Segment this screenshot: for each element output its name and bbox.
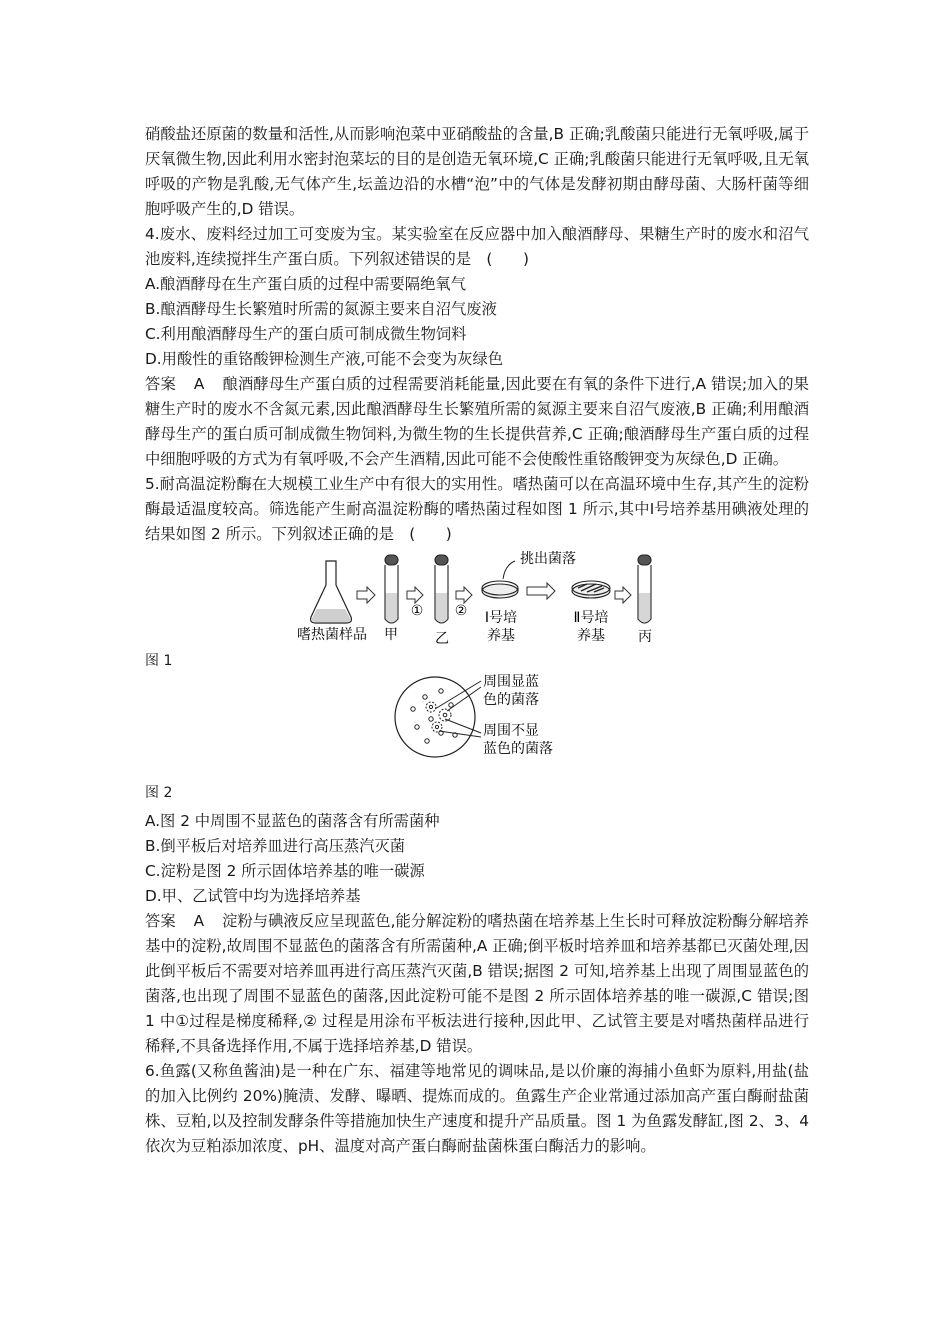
medium-1-label-line2: 养基 xyxy=(487,628,515,644)
step-1-label: ① xyxy=(410,603,424,619)
question-6-stem: 6.鱼露(又称鱼酱油)是一种在广东、福建等地常见的调味品,是以价廉的海捕小鱼虾为原料,用盐(盐的加入比例约 20%)腌渍、发酵、曝晒、提炼而成的。鱼露生产企业常通过添加高产蛋白酶耐盐菌株、豆粕,以及控制发酵条件等措施加快生产速度和提升产品质量。图 1 为鱼露发酵缸,图 2、3、4 依次为豆粕添加浓度、pH、温度对高产蛋白酶耐盐菌株蛋白酶活力的影响。 xyxy=(145,1062,809,1155)
colony-markers xyxy=(411,689,457,743)
step-2-label: ② xyxy=(454,603,468,619)
sample-label: 嗜热菌样品 xyxy=(297,627,367,643)
question-4-option-d: D.用酸性的重铬酸钾检测生产液,可能不会变为灰绿色 xyxy=(145,350,504,368)
tube-a-label: 甲 xyxy=(384,627,398,643)
question-5-option-b: B.倒平板后对培养皿进行高压蒸汽灭菌 xyxy=(145,837,406,855)
pick-pointer xyxy=(503,561,515,579)
medium-2-label-line1: Ⅱ号培 xyxy=(573,610,609,626)
answer-choice: A xyxy=(193,912,205,930)
answer-label: 答案 xyxy=(145,375,176,393)
question-5-option-a: A.图 2 中周围不显蓝色的菌落含有所需菌种 xyxy=(145,812,440,830)
arrow-icon xyxy=(615,587,631,603)
figure-2-caption: 图 2 xyxy=(145,785,173,801)
figure-1-caption: 图 1 xyxy=(145,653,173,669)
question-4-stem: 4.废水、废料经过加工可变废为宝。某实验室在反应器中加入酿酒酵母、果糖生产时的废水和沼气池废料,连续搅拌生产蛋白质。下列叙述错误的是 ( ) xyxy=(145,225,809,268)
question-5-answer xyxy=(145,909,809,1059)
question-4-answer xyxy=(145,372,809,472)
answer-choice: A xyxy=(193,375,205,393)
question-4-option-b: B.酿酒酵母生长繁殖时所需的氮源主要来自沼气废液 xyxy=(145,300,497,318)
clear-colony-label-line1: 周围不显 xyxy=(483,723,539,739)
petri-dish-icon xyxy=(395,677,475,757)
intro-paragraph: 硝酸盐还原菌的数量和活性,从而影响泡菜中亚硝酸盐的含量,B 正确;乳酸菌只能进行无氧呼吸,属于厌氧微生物,因此利用水密封泡菜坛的目的是创造无氧环境,C 正确;乳酸菌只能进行无氧呼吸,且无氧呼吸的产物是乳酸,无气体产生,坛盖边沿的水槽“泡”中的气体是发酵初期由酵母菌、大肠杆菌等细胞呼吸产生的,D 错误。 xyxy=(145,125,809,218)
arrow-icon xyxy=(527,583,555,599)
test-tube-icon xyxy=(638,555,651,623)
question-4-option-a: A.酿酒酵母在生产蛋白质的过程中需要隔绝氧气 xyxy=(145,275,466,293)
test-tube-icon xyxy=(385,555,398,623)
arrow-icon xyxy=(407,587,423,603)
petri-dish-icon xyxy=(482,581,518,598)
flask-liquid xyxy=(312,609,350,622)
pick-colony-label: 挑出菌落 xyxy=(520,551,576,567)
arrow-icon xyxy=(456,587,472,603)
blue-colony-label-line2: 色的菌落 xyxy=(483,692,539,708)
tube-b-label: 乙 xyxy=(435,631,449,647)
figure-1-diagram xyxy=(145,551,809,651)
answer-label: 答案 xyxy=(145,912,176,930)
clear-colony-label-line2: 蓝色的菌落 xyxy=(483,741,553,757)
question-5-option-d: D.甲、乙试管中均为选择培养基 xyxy=(145,887,361,905)
blue-colony-label-line1: 周围显蓝 xyxy=(483,674,539,690)
question-5-stem: 5.耐高温淀粉酶在大规模工业生产中有很大的实用性。嗜热菌可以在高温环境中生存,其产生的淀粉酶最适温度较高。筛选能产生耐高温淀粉酶的嗜热菌过程如图 1 所示,其中Ⅰ号培养基用碘液处理的结果如图 2 所示。下列叙述正确的是 ( ) xyxy=(145,475,809,543)
test-tube-icon xyxy=(435,555,448,623)
question-4-option-c: C.利用酿酒酵母生产的蛋白质可制成微生物饲料 xyxy=(145,325,467,343)
tube-c-label: 丙 xyxy=(638,629,652,645)
answer-explanation: 酿酒酵母生产蛋白质的过程需要消耗能量,因此要在有氧的条件下进行,A 错误;加入的果糖生产时的废水不含氮元素,因此酿酒酵母生长繁殖所需的氮源主要来自沼气废液,B 正确;利用酿酒酵母生产的蛋白质可制成微生物饲料,为微生物的生长提供营养,C 正确;酿酒酵母生产蛋白质的过程中细胞呼吸的方式为有氧呼吸,不会产生酒精,因此可能不会使酸性重铬酸钾变为灰绿色,D 正确。 xyxy=(145,375,809,468)
figure-2-diagram xyxy=(145,673,809,775)
question-5-option-c: C.淀粉是图 2 所示固体培养基的唯一碳源 xyxy=(145,862,425,880)
figure-2 xyxy=(145,673,809,775)
arrow-icon xyxy=(357,587,375,603)
figure-1 xyxy=(145,551,809,651)
streak-plate-icon xyxy=(572,581,610,598)
document-page xyxy=(145,122,809,1159)
medium-1-label-line1: Ⅰ号培 xyxy=(484,610,518,626)
answer-explanation: 淀粉与碘液反应呈现蓝色,能分解淀粉的嗜热菌在培养基上生长时可释放淀粉酶分解培养基中的淀粉,故周围不显蓝色的菌落含有所需菌种,A 正确;倒平板时培养皿和培养基都已灭菌处理,因此倒平板后不需要对培养皿再进行高压蒸汽灭菌,B 错误;据图 2 可知,培养基上出现了周围显蓝色的菌落,也出现了周围不显蓝色的菌落,因此淀粉可能不是图 2 所示固体培养基的唯一碳源,C 错误;图 1 中①过程是梯度稀释,② 过程是用涂布平板法进行接种,因此甲、乙试管主要是对嗜热菌样品进行稀释,不具备选择作用,不属于选择培养基,D 错误。 xyxy=(145,912,809,1055)
medium-2-label-line2: 养基 xyxy=(577,628,605,644)
